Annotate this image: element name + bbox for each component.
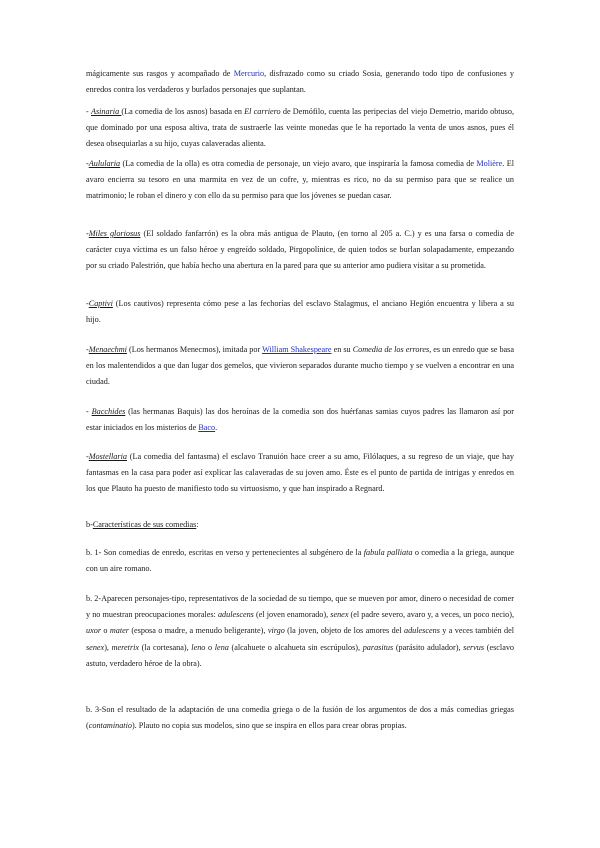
link-william-shakespeare[interactable]: William Shakespeare: [262, 345, 332, 354]
work-title-miles-gloriosus: Miles gloriosus: [88, 229, 141, 238]
link-mercurio[interactable]: Mercurio: [233, 69, 265, 78]
paragraph-aulularia: -Aulularia (La comedia de la olla) es otra comedia de personaje, un viejo avaro, que inspiraría la famosa comedia de Molière. El avaro encierra su tesoro en una marmita en vez de un cofre, y, mientras es rico, no da su permiso para que se realice un matrimonio; le roban el dinero y con ello da su permiso para que los jóvenes se puedan casar.: [86, 159, 514, 201]
paragraph-asinaria: - Asinaria (La comedia de los asnos) basada en El carriero de Demófilo, cuenta las peripecias del viejo Demetrio, marido obtuso, que dominado por una esposa altiva, trata de sustraerle las veinte monedas que le ha reportado la venta de unos asnos, pues él desea obsequiarlas a su hijo, cuyas calaveradas alienta.: [86, 107, 514, 149]
link-moliere[interactable]: Molière: [476, 159, 503, 168]
link-baco[interactable]: Baco: [198, 423, 216, 433]
paragraph-b1: b. 1- Son comedias de enredo, escritas en verso y pertenecientes al subgénero de la fabula palliata o comedia a la griega, aunque con un aire romano.: [86, 548, 514, 574]
paragraph-menaechmi: -Menaechmi (Los hermanos Menecmos), imitada por William Shakespeare en su Comedia de los errores, es un enredo que se basa en los malentendidos a que dan lugar dos gemelos, que vivieron separados durante mucho tiempo y se vuelven a encontrar en una ciudad.: [86, 345, 515, 387]
paragraph-mostellaria: -Mostellaria (La comedia del fantasma) el esclavo Tranuión hace creer a su amo, Filólaques, a su regreso de un viaje, que hay fantasmas en la casa para poder así explicar las calaveradas de su joven amo. Éste es el punto de partida de intrigas y enredos en los que Plauto ha puesto de manifiesto todo su virtuosismo, y que han inspirado a Regnard.: [86, 452, 514, 494]
paragraph-bacchides: - Bacchides (las hermanas Baquis) las dos heroínas de la comedia son dos huérfanas samias cuyos padres las llamaron así por estar iniciados en los misterios de Baco.: [86, 407, 514, 433]
paragraph-b2: b. 2-Aparecen personajes-tipo, representativos de la sociedad de su tiempo, que se mueven por amor, dinero o necesidad de comer y no muestran preocupaciones morales: adulescens (el joven enamorado), senex (el padre severo, avaro y, a veces, un poco necio), uxor o mater (esposa o madre, a menudo beligerante), virgo (la joven, objeto de los amores del adulescens y a veces también del senex), meretrix (la cortesana), leno o lena (alcahuete o alcahueta sin escrúpulos), parasitus (parásito adulador), servus (esclavo astuto, verdadero héroe de la obra).: [86, 594, 515, 668]
work-title-captivi: Captivi: [88, 299, 113, 308]
section-heading-caracteristicas: b-Características de sus comedias:: [86, 520, 199, 529]
work-title-aulularia: Aulularia: [88, 159, 121, 168]
work-title-menaechmi: Menaechmi: [88, 345, 127, 354]
paragraph-captivi: -Captivi (Los cautivos) representa cómo pese a las fechorías del esclavo Stalagmus, el anciano Hegión encuentra y libera a su hijo.: [86, 299, 514, 325]
work-title-asinaria: Asinaria: [90, 107, 122, 116]
work-title-mostellaria: Mostellaria: [88, 452, 127, 461]
paragraph-miles-gloriosus: -Miles gloriosus (El soldado fanfarrón) es la obra más antigua de Plauto, (en torno al 205 a. C.) y es una farsa o comedia de carácter cuya víctima es un falso héroe y engreído soldado, Pirgopolínice, de quien todos se burlan solapadamente, empezando por su criado Palestrión, que había hecho una abertura en la pared para que su anterior amo pudiera visitar a su prometida.: [86, 229, 514, 271]
paragraph-amphitruo-continuation: mágicamente sus rasgos y acompañado de Mercurio, disfrazado como su criado Sosia, generando todo tipo de confusiones y enredos contra los verdaderos y burlados personajes que suplantan.: [86, 69, 514, 95]
work-title-bacchides: Bacchides: [91, 407, 126, 416]
paragraph-b3: b. 3-Son el resultado de la adaptación de una comedia griega o de la fusión de los argumentos de dos a más comedias griegas (contaminatio). Plauto no copia sus modelos, sino que se inspira en ellos para crear obras propias.: [86, 705, 514, 731]
